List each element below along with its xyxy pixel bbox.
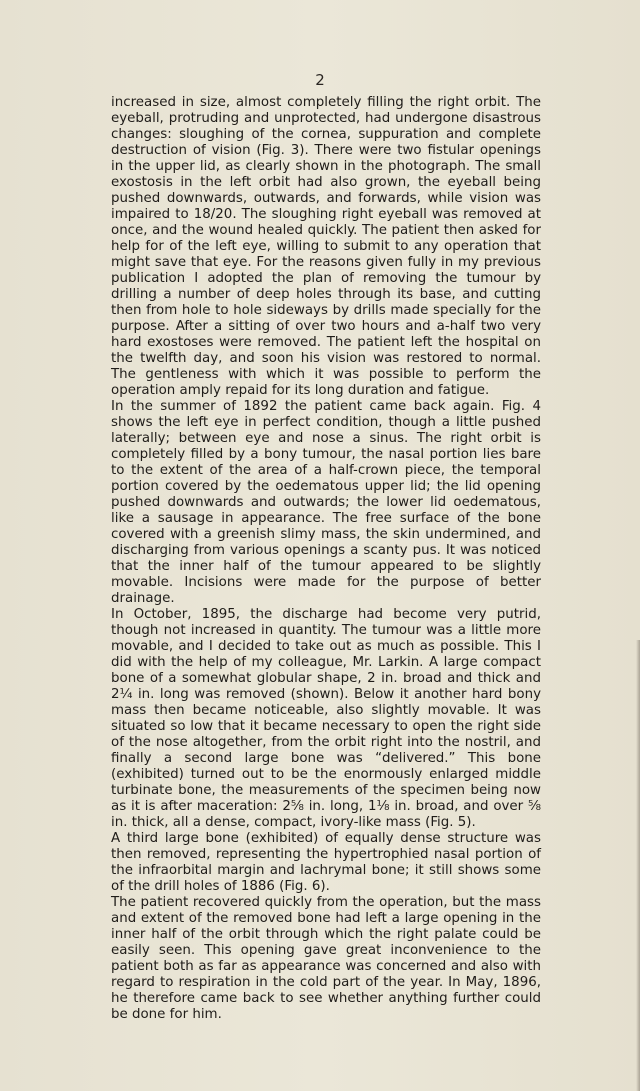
paragraph: A third large bone (exhibited) of equally dense structure was then removed, representing the hypertrophied nasal portion of the infraorbital margin and lachrymal bone; it still shows some of the drill holes of 1886 (Fig. 6). — [111, 831, 541, 894]
page-edge-shadow — [636, 640, 640, 1091]
page-number: 2 — [315, 71, 325, 89]
paragraph: In the summer of 1892 the patient came back again. Fig. 4 shows the left eye in perfect condition, though a little pushed laterally; between eye and nose a sinus. The right orbit is completely filled by a bony tumour, the nasal portion lies bare to the extent of the area of a half-crown piece, the temporal portion covered by the oedematous upper lid; the lid opening pushed downwards and outwards; the lower lid oedematous, like a sausage in appearance. The free surface of the bone covered with a greenish slimy mass, the skin undermined, and discharging from various openings a scanty pus. It was noticed that the inner half of the tumour appeared to be slightly movable. Incisions were made for the purpose of better drainage. — [111, 399, 541, 606]
paragraph: In October, 1895, the discharge had become very putrid, though not increased in quantity. The tumour was a little more movable, and I decided to take out as much as possible. This I did with the help of my colleague, Mr. Larkin. A large compact bone of a somewhat globular shape, 2 in. broad and thick and 2¼ in. long was removed (shown). Below it another hard bony mass then became noticeable, also slightly movable. It was situated so low that it became necessary to open the right side of the nose altogether, from the orbit right into the nostril, and finally a second large bone was “delivered.” This bone (exhibited) turned out to be the enormously enlarged middle turbinate bone, the measurements of the specimen being now as it is after maceration: 2⅝ in. long, 1⅛ in. broad, and over ⅝ in. thick, all a dense, compact, ivory-like mass (Fig. 5). — [111, 607, 541, 830]
body-text — [111, 95, 541, 1023]
paragraph: The patient recovered quickly from the operation, but the mass and extent of the removed bone had left a large opening in the inner half of the orbit through which the right palate could be easily seen. This opening gave great inconvenience to the patient both as far as appearance was concerned and also with regard to respiration in the cold part of the year. In May, 1896, he therefore came back to see whether anything further could be done for him. — [111, 895, 541, 1022]
paragraph: increased in size, almost completely filling the right orbit. The eyeball, protruding and unprotected, had undergone disastrous changes: sloughing of the cornea, suppuration and complete destruction of vision (Fig. 3). There were two fistular openings in the upper lid, as clearly shown in the photograph. The small exostosis in the left orbit had also grown, the eyeball being pushed downwards, outwards, and forwards, while vision was impaired to 18/20. The sloughing right eyeball was removed at once, and the wound healed quickly. The patient then asked for help for of the left eye, willing to submit to any operation that might save that eye. For the reasons given fully in my previous publication I adopted the plan of removing the tumour by drilling a number of deep holes through its base, and cutting then from hole to hole sideways by drills made specially for the purpose. After a sitting of over two hours and a-half two very hard exostoses were removed. The patient left the hospital on the twelfth day, and soon his vision was restored to normal. The gentleness with which it was possible to perform the operation amply repaid for its long duration and fatigue. — [111, 95, 541, 398]
